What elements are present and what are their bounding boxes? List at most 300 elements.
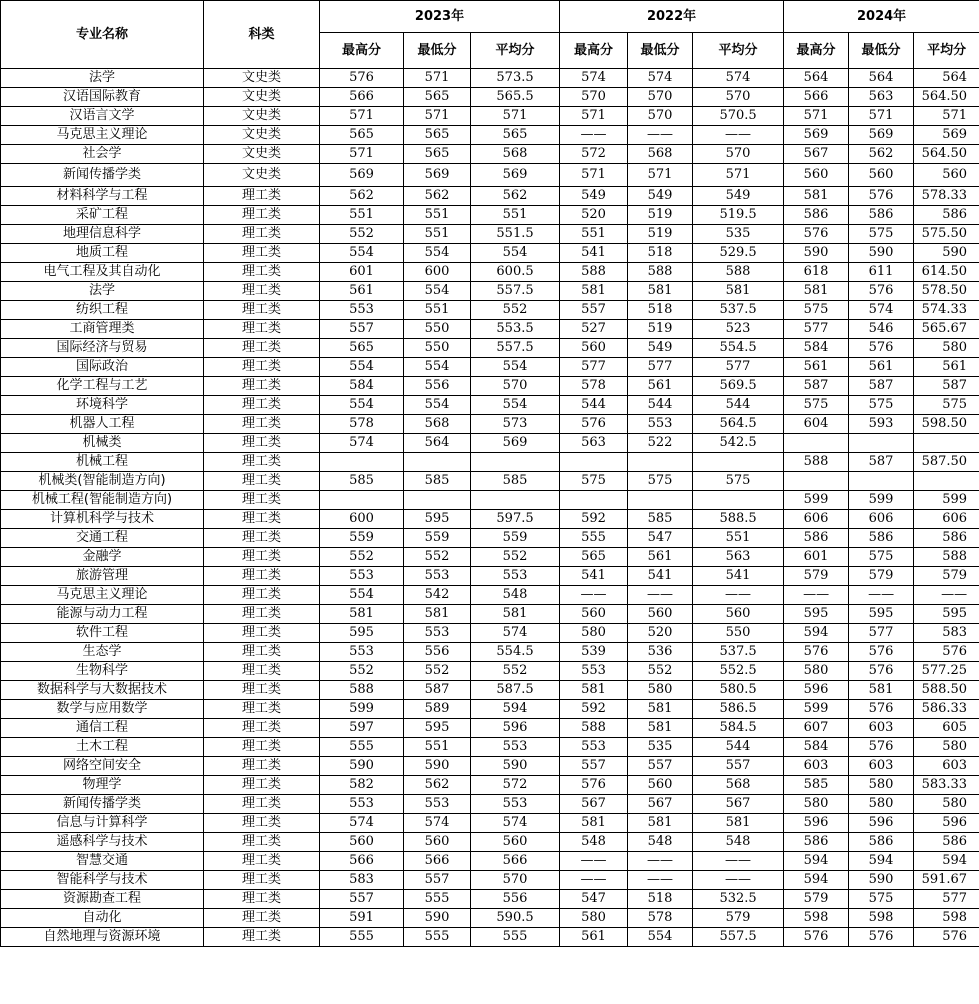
table-row [1, 69, 979, 88]
header-2022-max: 最高分 [560, 33, 628, 69]
cell-2024-min: 571 [849, 107, 914, 126]
cell-2022-avg: 564.5 [693, 415, 784, 434]
cell-2024-avg: 599 [914, 491, 979, 510]
cell-2022-max [560, 491, 628, 510]
cell-2023-min: 556 [404, 643, 471, 662]
cell-2023-min: 554 [404, 244, 471, 263]
cell-2023-min: 554 [404, 282, 471, 301]
cell-major: 新闻传播学类 [1, 164, 204, 187]
table-row [1, 225, 979, 244]
cell-2024-max: 596 [784, 681, 849, 700]
cell-2024-min: 594 [849, 852, 914, 871]
cell-2022-max: 580 [560, 624, 628, 643]
cell-2024-max: 596 [784, 814, 849, 833]
table-row [1, 396, 979, 415]
cell-2022-max: 547 [560, 890, 628, 909]
cell-2024-max: 603 [784, 757, 849, 776]
cell-2024-max: 576 [784, 928, 849, 947]
cell-2023-min: 562 [404, 187, 471, 206]
cell-2022-avg: 570 [693, 88, 784, 107]
cell-2023-avg: 590.5 [471, 909, 560, 928]
cell-2022-avg: 575 [693, 472, 784, 491]
cell-2023-max: 597 [320, 719, 404, 738]
cell-2023-min: 542 [404, 586, 471, 605]
cell-2023-max: 562 [320, 187, 404, 206]
cell-2022-max: 581 [560, 282, 628, 301]
header-2022-avg: 平均分 [693, 33, 784, 69]
table-row [1, 738, 979, 757]
cell-major: 马克思主义理论 [1, 586, 204, 605]
cell-2024-min: 593 [849, 415, 914, 434]
table-row [1, 624, 979, 643]
cell-2023-min: 565 [404, 126, 471, 145]
cell-2024-avg: 577.25 [914, 662, 979, 681]
table-row [1, 206, 979, 225]
cell-2022-avg: 560 [693, 605, 784, 624]
cell-2024-min: 587 [849, 453, 914, 472]
cell-2023-max: 583 [320, 871, 404, 890]
cell-2023-avg: 552 [471, 548, 560, 567]
cell-2022-max: —— [560, 586, 628, 605]
cell-category: 理工类 [204, 548, 320, 567]
cell-2022-min: 574 [628, 69, 693, 88]
cell-category: 理工类 [204, 187, 320, 206]
cell-2024-max: 584 [784, 738, 849, 757]
cell-2024-min: 590 [849, 244, 914, 263]
cell-category: 理工类 [204, 225, 320, 244]
cell-major: 社会学 [1, 145, 204, 164]
cell-2023-avg: 556 [471, 890, 560, 909]
cell-2022-min: —— [628, 852, 693, 871]
cell-category: 理工类 [204, 377, 320, 396]
cell-2023-min: 571 [404, 107, 471, 126]
header-year-2024: 2024年 [784, 1, 979, 33]
cell-2022-max: —— [560, 852, 628, 871]
cell-2024-avg: —— [914, 586, 979, 605]
cell-category: 理工类 [204, 624, 320, 643]
cell-2022-max: 581 [560, 814, 628, 833]
table-row [1, 244, 979, 263]
cell-category: 文史类 [204, 145, 320, 164]
cell-2022-max: 541 [560, 567, 628, 586]
cell-2022-avg: 584.5 [693, 719, 784, 738]
cell-2022-avg: 548 [693, 833, 784, 852]
cell-2022-avg: 581 [693, 814, 784, 833]
cell-2023-max: 555 [320, 928, 404, 947]
cell-major: 资源勘查工程 [1, 890, 204, 909]
cell-2024-min: 596 [849, 814, 914, 833]
cell-major: 机械工程(智能制造方向) [1, 491, 204, 510]
cell-2022-min: 560 [628, 605, 693, 624]
cell-category: 理工类 [204, 453, 320, 472]
cell-2023-max: 554 [320, 586, 404, 605]
cell-2023-min: 589 [404, 700, 471, 719]
table-row [1, 681, 979, 700]
cell-2022-min: 588 [628, 263, 693, 282]
cell-2024-avg: 614.50 [914, 263, 979, 282]
table-row [1, 757, 979, 776]
cell-major: 采矿工程 [1, 206, 204, 225]
table-row [1, 833, 979, 852]
table-row [1, 491, 979, 510]
cell-category: 理工类 [204, 263, 320, 282]
cell-2022-min: 577 [628, 358, 693, 377]
cell-2024-min: 546 [849, 320, 914, 339]
cell-2024-min: 603 [849, 719, 914, 738]
cell-2022-min: 549 [628, 339, 693, 358]
cell-2022-max: 548 [560, 833, 628, 852]
cell-2022-min: 519 [628, 225, 693, 244]
cell-2023-max: 552 [320, 548, 404, 567]
cell-major: 物理学 [1, 776, 204, 795]
cell-2023-avg: 565.5 [471, 88, 560, 107]
cell-major: 金融学 [1, 548, 204, 567]
cell-2024-min: 598 [849, 909, 914, 928]
cell-category: 理工类 [204, 491, 320, 510]
cell-2023-max: 588 [320, 681, 404, 700]
cell-category: 理工类 [204, 776, 320, 795]
cell-2022-max: 560 [560, 605, 628, 624]
header-year-2022: 2022年 [560, 1, 784, 33]
cell-category: 理工类 [204, 871, 320, 890]
cell-2022-max: 576 [560, 776, 628, 795]
cell-2023-avg: 597.5 [471, 510, 560, 529]
cell-2024-max: 577 [784, 320, 849, 339]
cell-2023-avg: 581 [471, 605, 560, 624]
cell-2022-avg: 557 [693, 757, 784, 776]
cell-category: 理工类 [204, 605, 320, 624]
cell-2022-min [628, 453, 693, 472]
cell-category: 理工类 [204, 339, 320, 358]
table-row [1, 263, 979, 282]
cell-2023-max: 582 [320, 776, 404, 795]
cell-2024-max: 606 [784, 510, 849, 529]
cell-category: 理工类 [204, 282, 320, 301]
cell-2023-min: 551 [404, 301, 471, 320]
cell-2024-avg: 590 [914, 244, 979, 263]
cell-2024-max: 581 [784, 282, 849, 301]
cell-category: 文史类 [204, 164, 320, 187]
cell-2022-max [560, 453, 628, 472]
cell-2022-min: 567 [628, 795, 693, 814]
table-row [1, 320, 979, 339]
cell-2024-max: 594 [784, 852, 849, 871]
cell-2023-max: 554 [320, 244, 404, 263]
cell-category: 理工类 [204, 320, 320, 339]
cell-2023-max: 561 [320, 282, 404, 301]
cell-2024-max: 594 [784, 624, 849, 643]
cell-2023-avg: 596 [471, 719, 560, 738]
cell-2023-max [320, 453, 404, 472]
cell-2022-avg: 571 [693, 164, 784, 187]
cell-major: 机械类 [1, 434, 204, 453]
cell-major: 交通工程 [1, 529, 204, 548]
cell-2022-max: 572 [560, 145, 628, 164]
cell-2024-avg: 565.67 [914, 320, 979, 339]
cell-2022-avg: 544 [693, 396, 784, 415]
cell-2023-max: 551 [320, 206, 404, 225]
cell-2022-min: 547 [628, 529, 693, 548]
cell-2024-min: 595 [849, 605, 914, 624]
cell-2022-avg: —— [693, 126, 784, 145]
cell-2023-max: 590 [320, 757, 404, 776]
cell-2024-avg: 594 [914, 852, 979, 871]
cell-major: 网络空间安全 [1, 757, 204, 776]
cell-2022-min: 557 [628, 757, 693, 776]
cell-2022-min: 544 [628, 396, 693, 415]
cell-2023-avg: 571 [471, 107, 560, 126]
cell-2024-max: 579 [784, 890, 849, 909]
cell-2023-min: 559 [404, 529, 471, 548]
cell-category: 理工类 [204, 852, 320, 871]
cell-2024-min: 575 [849, 890, 914, 909]
cell-major: 机械工程 [1, 453, 204, 472]
cell-2023-min: 595 [404, 510, 471, 529]
cell-major: 自动化 [1, 909, 204, 928]
cell-2023-max: 553 [320, 643, 404, 662]
cell-2022-min: —— [628, 871, 693, 890]
table-row [1, 529, 979, 548]
table-row [1, 88, 979, 107]
cell-category: 理工类 [204, 206, 320, 225]
cell-2022-min: 535 [628, 738, 693, 757]
cell-2022-avg: 568 [693, 776, 784, 795]
cell-2022-min: 578 [628, 909, 693, 928]
cell-2022-avg: 523 [693, 320, 784, 339]
cell-major: 纺织工程 [1, 301, 204, 320]
cell-2022-min: 518 [628, 890, 693, 909]
cell-2023-min: 587 [404, 681, 471, 700]
cell-2024-max: 575 [784, 301, 849, 320]
cell-category: 理工类 [204, 358, 320, 377]
cell-2022-max: 580 [560, 909, 628, 928]
cell-2024-min: 574 [849, 301, 914, 320]
cell-2023-max: 554 [320, 396, 404, 415]
cell-2023-min: 585 [404, 472, 471, 491]
cell-2022-avg: —— [693, 852, 784, 871]
cell-2024-max: 595 [784, 605, 849, 624]
cell-major: 新闻传播学类 [1, 795, 204, 814]
cell-2024-avg: 587 [914, 377, 979, 396]
cell-2023-min [404, 453, 471, 472]
cell-2023-min: 552 [404, 662, 471, 681]
cell-2024-avg: 580 [914, 738, 979, 757]
cell-2024-avg: 583 [914, 624, 979, 643]
cell-major: 马克思主义理论 [1, 126, 204, 145]
cell-2023-avg: 574 [471, 624, 560, 643]
cell-major: 国际政治 [1, 358, 204, 377]
cell-2024-avg: 588 [914, 548, 979, 567]
cell-2022-avg: 580.5 [693, 681, 784, 700]
cell-2024-avg: 571 [914, 107, 979, 126]
cell-2022-max: 557 [560, 301, 628, 320]
cell-2024-avg: 605 [914, 719, 979, 738]
cell-category: 理工类 [204, 415, 320, 434]
cell-2022-avg: 574 [693, 69, 784, 88]
cell-category: 理工类 [204, 795, 320, 814]
cell-2024-min: 576 [849, 187, 914, 206]
cell-2024-min: 562 [849, 145, 914, 164]
table-row [1, 567, 979, 586]
header-2023-avg: 平均分 [471, 33, 560, 69]
cell-2022-avg: 563 [693, 548, 784, 567]
cell-category: 文史类 [204, 69, 320, 88]
cell-2023-min: 565 [404, 145, 471, 164]
cell-2024-avg: 577 [914, 890, 979, 909]
cell-2022-avg: 570 [693, 145, 784, 164]
cell-2022-max: —— [560, 126, 628, 145]
cell-2022-max: 571 [560, 107, 628, 126]
table-row [1, 434, 979, 453]
cell-2024-min: 569 [849, 126, 914, 145]
table-row [1, 643, 979, 662]
cell-2023-max: 581 [320, 605, 404, 624]
cell-2022-avg: 537.5 [693, 643, 784, 662]
cell-category: 理工类 [204, 472, 320, 491]
cell-2023-avg: 554 [471, 358, 560, 377]
cell-2023-max: 552 [320, 225, 404, 244]
cell-2024-avg: 598.50 [914, 415, 979, 434]
cell-2024-min: 579 [849, 567, 914, 586]
cell-category: 理工类 [204, 662, 320, 681]
header-2024-min: 最低分 [849, 33, 914, 69]
cell-2024-min: 587 [849, 377, 914, 396]
cell-2023-min: 574 [404, 814, 471, 833]
cell-category: 理工类 [204, 301, 320, 320]
cell-2022-min: 554 [628, 928, 693, 947]
cell-major: 法学 [1, 282, 204, 301]
cell-2023-max: 557 [320, 890, 404, 909]
cell-2023-min: 590 [404, 757, 471, 776]
cell-2024-max: 567 [784, 145, 849, 164]
cell-2022-max: 553 [560, 738, 628, 757]
cell-2024-max: 569 [784, 126, 849, 145]
cell-major: 智慧交通 [1, 852, 204, 871]
cell-2024-avg: 587.50 [914, 453, 979, 472]
table-body [1, 69, 979, 947]
cell-2023-max: 566 [320, 852, 404, 871]
cell-2023-max: 553 [320, 301, 404, 320]
cell-2023-min: 556 [404, 377, 471, 396]
cell-2023-avg: 585 [471, 472, 560, 491]
cell-2023-max [320, 491, 404, 510]
cell-2023-max: 553 [320, 567, 404, 586]
cell-2022-avg: 557.5 [693, 928, 784, 947]
cell-2022-avg: 519.5 [693, 206, 784, 225]
cell-2023-min: 590 [404, 909, 471, 928]
cell-2024-max: 601 [784, 548, 849, 567]
cell-2023-avg: 557.5 [471, 339, 560, 358]
table-row [1, 415, 979, 434]
cell-2024-avg: 576 [914, 643, 979, 662]
cell-2022-avg: 581 [693, 282, 784, 301]
cell-major: 能源与动力工程 [1, 605, 204, 624]
cell-major: 智能科学与技术 [1, 871, 204, 890]
cell-2024-avg: 564.50 [914, 145, 979, 164]
cell-2023-max: 578 [320, 415, 404, 434]
table-row [1, 145, 979, 164]
cell-2023-min: 557 [404, 871, 471, 890]
cell-2023-min: 560 [404, 833, 471, 852]
cell-2023-avg [471, 491, 560, 510]
cell-category: 理工类 [204, 643, 320, 662]
cell-2023-max: 585 [320, 472, 404, 491]
cell-2022-avg [693, 491, 784, 510]
cell-2023-avg: 552 [471, 301, 560, 320]
cell-2022-avg: 570.5 [693, 107, 784, 126]
cell-2023-min: 595 [404, 719, 471, 738]
table-row [1, 871, 979, 890]
cell-2024-avg: 576 [914, 928, 979, 947]
cell-2024-min: —— [849, 586, 914, 605]
cell-2023-max: 574 [320, 814, 404, 833]
cell-2023-max: 591 [320, 909, 404, 928]
cell-2024-max: 560 [784, 164, 849, 187]
table-row [1, 700, 979, 719]
table-row [1, 164, 979, 187]
cell-2022-min: 560 [628, 776, 693, 795]
table-row [1, 301, 979, 320]
cell-2022-avg: 579 [693, 909, 784, 928]
cell-2023-avg: 553.5 [471, 320, 560, 339]
cell-major: 信息与计算科学 [1, 814, 204, 833]
cell-2022-max: 588 [560, 263, 628, 282]
cell-2023-min: 565 [404, 88, 471, 107]
cell-2023-min: 569 [404, 164, 471, 187]
cell-category: 理工类 [204, 396, 320, 415]
cell-2022-avg: 551 [693, 529, 784, 548]
cell-2024-min: 586 [849, 529, 914, 548]
cell-category: 理工类 [204, 529, 320, 548]
cell-2024-avg [914, 434, 979, 453]
cell-2024-avg: 564.50 [914, 88, 979, 107]
cell-2023-min: 553 [404, 795, 471, 814]
cell-2023-avg: 573.5 [471, 69, 560, 88]
cell-2023-min: 553 [404, 567, 471, 586]
cell-2022-min: 522 [628, 434, 693, 453]
cell-2023-max: 576 [320, 69, 404, 88]
cell-2023-min [404, 491, 471, 510]
cell-2024-avg: 580 [914, 339, 979, 358]
cell-major: 生态学 [1, 643, 204, 662]
cell-2024-min: 590 [849, 871, 914, 890]
cell-2023-max: 571 [320, 107, 404, 126]
cell-2024-max: 575 [784, 396, 849, 415]
table-row [1, 852, 979, 871]
cell-2023-min: 551 [404, 225, 471, 244]
cell-2024-min: 564 [849, 69, 914, 88]
cell-2022-max: 567 [560, 795, 628, 814]
cell-2023-avg: 565 [471, 126, 560, 145]
cell-2023-avg: 569 [471, 434, 560, 453]
cell-2023-max: 559 [320, 529, 404, 548]
cell-category: 理工类 [204, 909, 320, 928]
cell-category: 理工类 [204, 681, 320, 700]
cell-2024-max: 576 [784, 643, 849, 662]
cell-2023-max: 554 [320, 358, 404, 377]
cell-2022-max: 541 [560, 244, 628, 263]
cell-2022-max: 555 [560, 529, 628, 548]
cell-2024-avg: 564 [914, 69, 979, 88]
cell-major: 地理信息科学 [1, 225, 204, 244]
cell-2022-min: 571 [628, 164, 693, 187]
cell-2024-min: 580 [849, 776, 914, 795]
cell-2023-avg: 600.5 [471, 263, 560, 282]
cell-major: 地质工程 [1, 244, 204, 263]
cell-major: 软件工程 [1, 624, 204, 643]
cell-major: 通信工程 [1, 719, 204, 738]
cell-2023-min: 554 [404, 396, 471, 415]
